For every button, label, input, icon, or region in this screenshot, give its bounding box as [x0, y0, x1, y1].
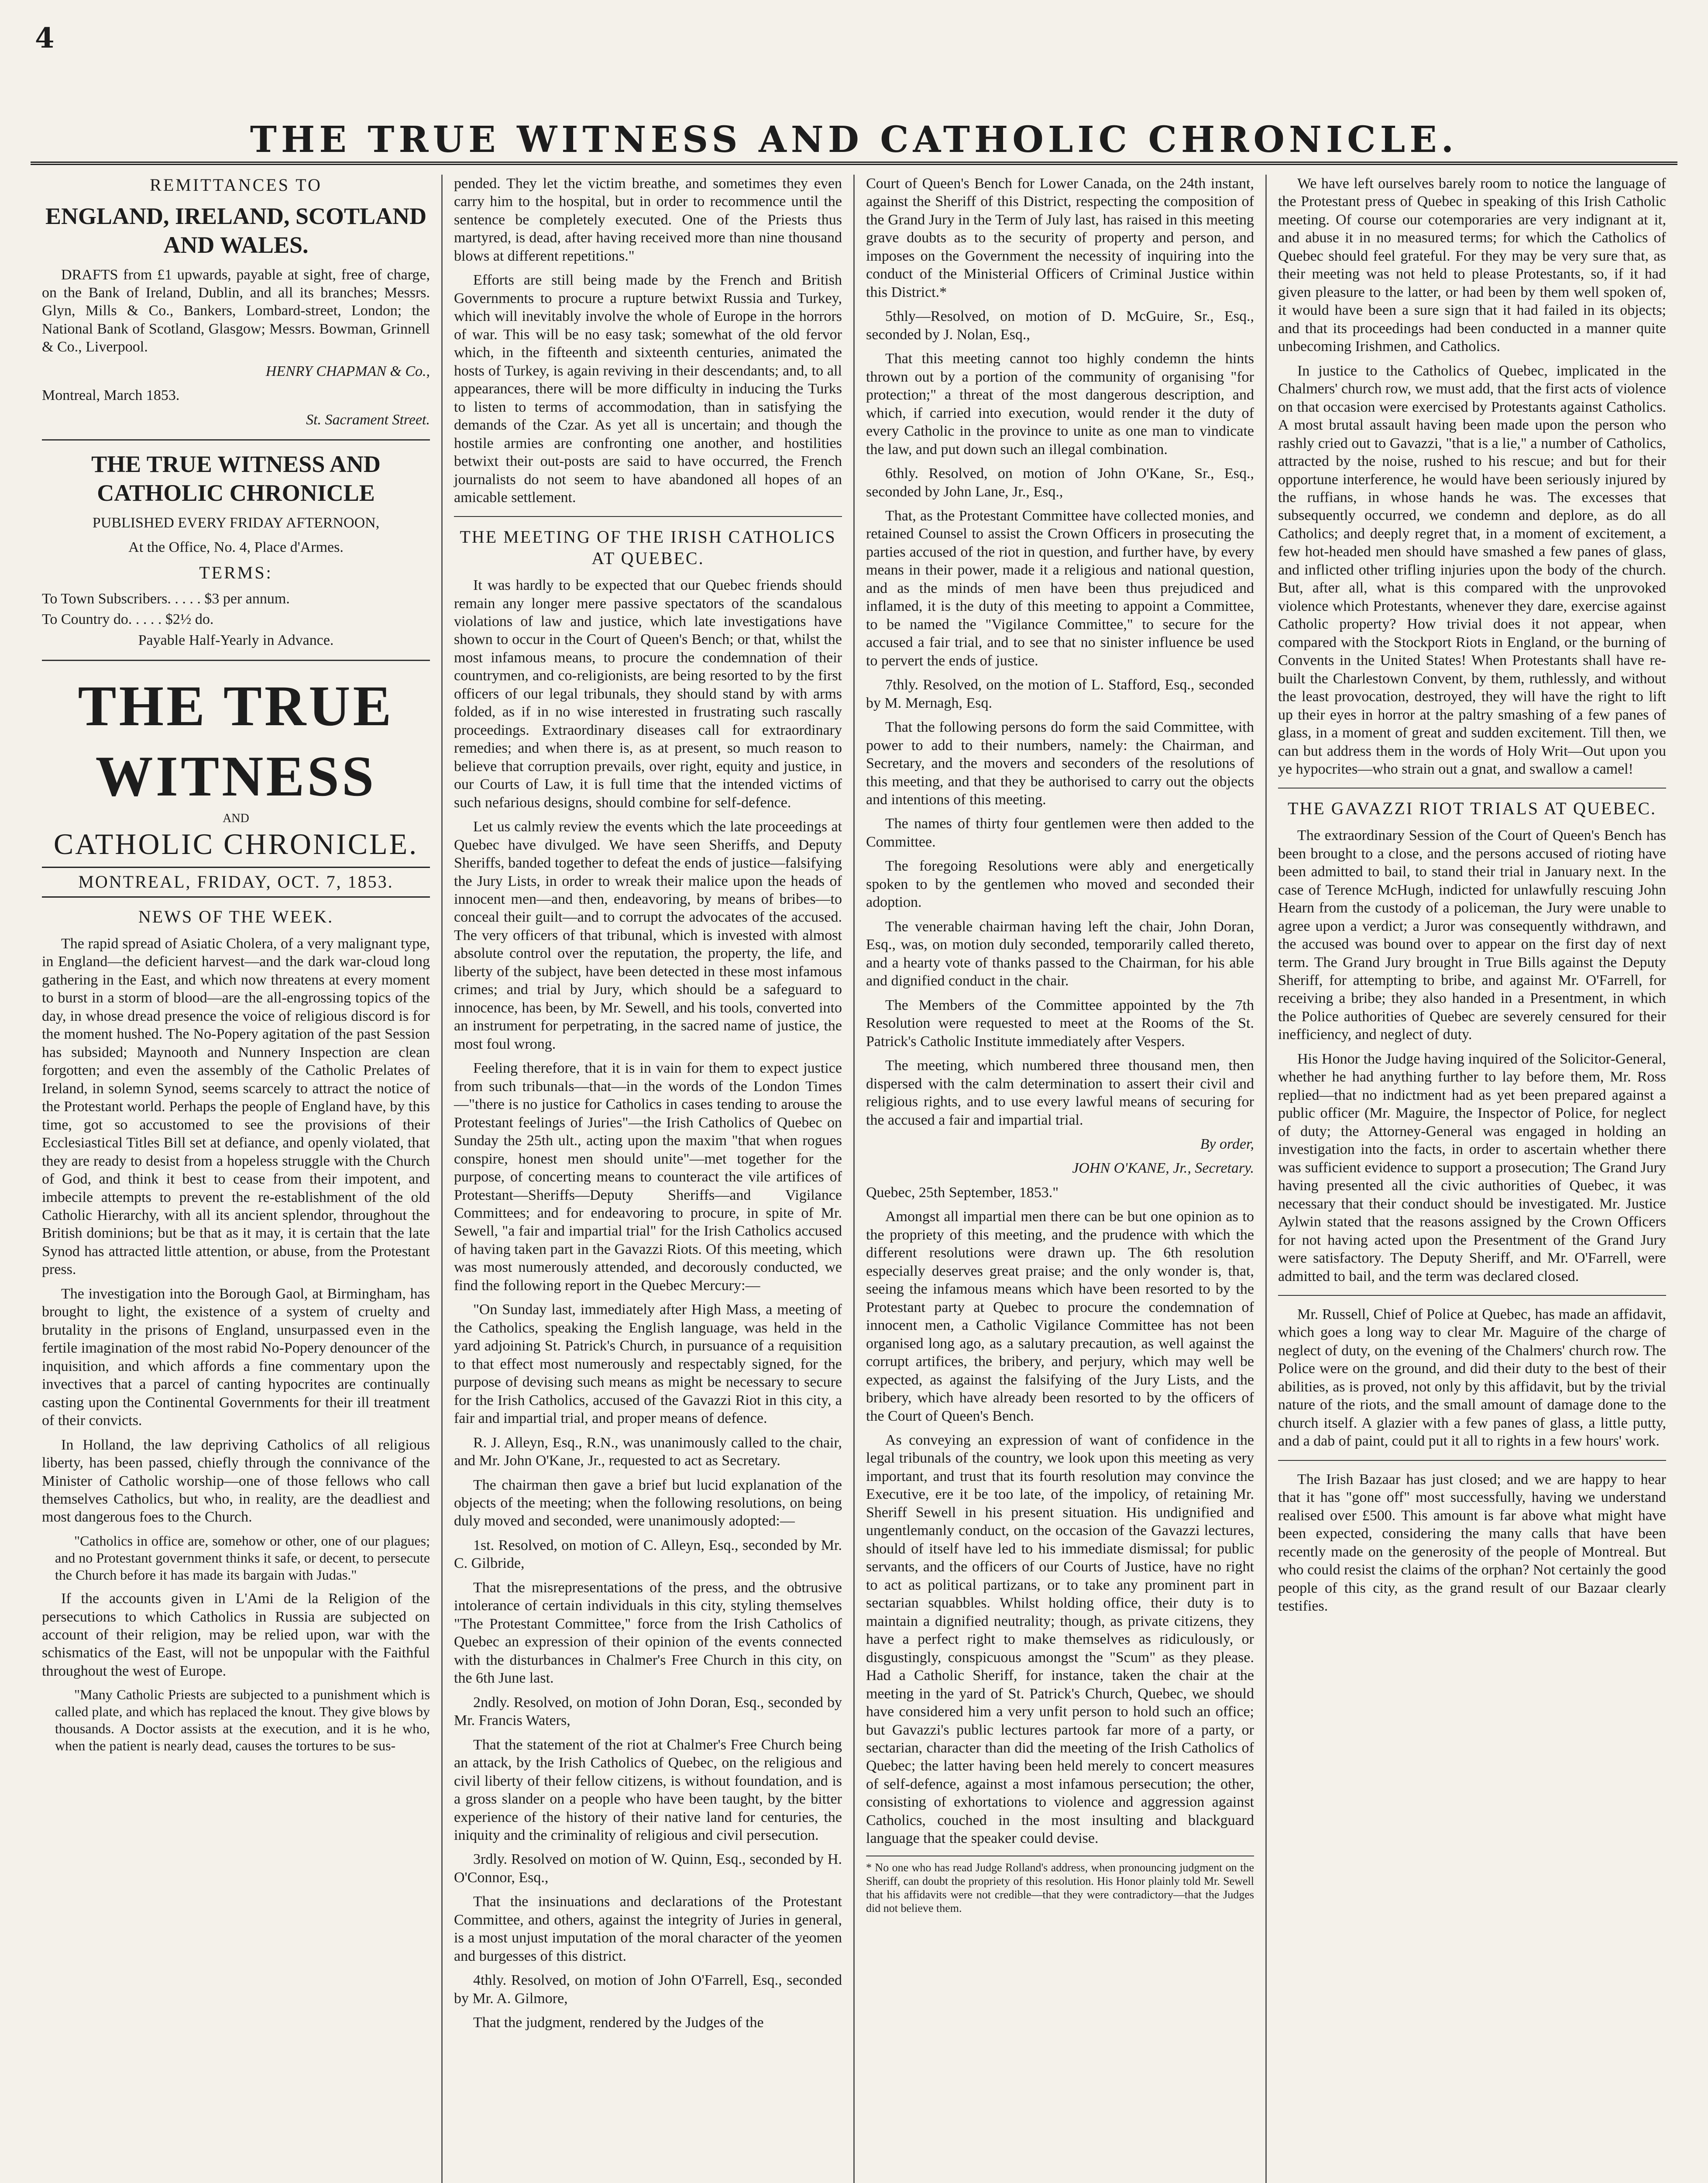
article-paragraph: The Members of the Committee appointed by the 7th Resolution were requested to meet at the Rooms of the St. Patrick's Catholic Institute immediately after Vespers.: [866, 997, 1254, 1050]
paper-title: THE TRUE WITNESS: [78, 674, 394, 809]
article-paragraph: That, as the Protestant Committee have collected monies, and retained Counsel to assist the Crown Officers in prosecuting the parties accused of the riot in question, and further have, by every means in their power, made it a religious and national question, and as the minds of men have been thus prejudiced and inflamed, it is the duty of this meeting to appoint a Committee, to be named the "Vigilance Committee," to secure for the accused a fair trial, and to see that no sinister influence be used to pervert the ends of justice.: [866, 507, 1254, 669]
resolution: 6thly. Resolved, on motion of John O'Kane, Sr., Esq., seconded by John Lane, Jr., Esq.,: [866, 465, 1254, 500]
article-paragraph: We have left ourselves barely room to notice the language of the Protestant press of Quebec in speaking of this Irish Catholic meeting. Of course our cotemporaries are very indignant at it, and abuse it in no measured terms; for which the Catholics of Quebec should feel grateful. For they may be very sure that, as their meeting was not held to please Protestants, so, if it had given pleasure to the latter, or had been by them well spoken of, it would have been a sure sign that it had failed in its objects; and that its proceedings had been conducted in a manner quite unbecoming Irishmen, and Catholics.: [1278, 176, 1666, 355]
signature-by-order: By order,: [1200, 1136, 1254, 1152]
running-header-title: THE TRUE WITNESS AND CATHOLIC CHRONICLE.: [250, 119, 1458, 161]
article-paragraph: The Irish Bazaar has just closed; and we are happy to hear that it has "gone off" most successfully, having we understand realised over £500. This amount is far above what might have been expected, considering the many calls that have been recently made on the generosity of the people of Montreal. But who could resist the claims of the orphan? Not certainly the good people of this city, as the grand result of our Bazaar clearly testifies.: [1278, 1471, 1666, 1615]
resolution: 4thly. Resolved, on motion of John O'Farrell, Esq., seconded by Mr. A. Gilmore,: [454, 1972, 842, 2007]
remit-text: DRAFTS from £1 upwards, payable at sight, free of charge, on the Bank of Ireland, Dublin, and all its branches; Messrs. Glyn, Mills & Co., Bankers, Lombard-street, London; the National Bank of Scotland, Glasgow; Messrs. Bowman, Grinnell & Co., Liverpool.: [42, 266, 430, 355]
article-paragraph: In justice to the Catholics of Quebec, implicated in the Chalmers' church row, we must add, that the first acts of violence on that occasion were exercised by Protestants against Catholics. A most brutal assault having been made upon the person who rashly cried out to Gavazzi, "that is a lie," a number of Catholics, attracted by the noise, rushed to his rescue; and but for their opportune interference, he would have been seriously injured by the ruffians, in whose hands he was. The excesses that subsequently occurred, we condemn and deplore, as do all Catholics; and deeply regret that, in a moment of excitement, a few hot-headed men should have smashed a few panes of glass, and inflicted other trifling injuries upon the body of the church. But, after all, what is this compared with the unprovoked violence which Protestants, whenever they dare, exercise against Catholic property? How trivial does it not appear, when compared with the Stockport Riots in England, or the burning of Convents in the United States! When Protestants shall have re-built the Charlestown Convent, by them, ruthlessly, and without the least provocation, destroyed, they will have the right to lift up their eyes in horror at the paltry smashing of a few panes of glass, in a moment of great and sudden excitement. Till then, we can but address them in the words of Holy Writ—Out upon you ye hypocrites—who strain out a gnat, and swallow a camel!: [1278, 362, 1666, 777]
divider: [42, 439, 430, 441]
newspaper-page: [31, 17, 1677, 2183]
remittances-ad: [42, 175, 430, 429]
divider: [1278, 1460, 1666, 1461]
article-paragraph: The rapid spread of Asiatic Cholera, of a very malignant type, in England—the deficient harvest—and the dark war-cloud long gathering in the East, and which now threatens at every moment to burst in a storm of blood—are the all-engrossing topics of the day, in whose dread presence the voice of religious discord is for the moment hushed. The No-Popery agitation of the past Session has subsided; Maynooth and Nunnery Inspection are clean forgotten; and even the assembly of the Catholic Prelates of Ireland, in solemn Synod, seems scarcely to attract the notice of the Protestant world. Perhaps the people of England have, by this time, got so accustomed to see the provisions of their Ecclesiastical Titles Bill set at defiance, and openly violated, that they are ready to desist from a hopeless struggle with the Church of God, and think it best to cease from their impotent, and imbecile attempts to prevent the re-establishment of the old Catholic Hierarchy, with all its ancient splendor, throughout the British dominions; but be that as it may, it is certain that the late Synod has attracted little attention, or abuse, from the Protestant press.: [42, 935, 430, 1278]
article-paragraph: The extraordinary Session of the Court of Queen's Bench has been brought to a close, and the persons accused of rioting have been admitted to bail, to stand their trial in January next. In the case of Terence McHugh, indicted for unlawfully rescuing John Hearn from the custody of a policeman, the Jury were unable to agree upon a verdict; a Juror was consequently withdrawn, and the accused was bound over to appear on the first day of next term. The Grand Jury brought in True Bills against the Deputy Sheriff, for attempting to bribe, and against Mr. O'Farrell, for receiving a bribe; they also handed in a Presentment, in which the Police authorities of Quebec are severely censured for their inefficiency, and neglect of duty.: [1278, 827, 1666, 1043]
article-paragraph: The meeting, which numbered three thousand men, then dispersed with the calm determination to assert their civil and religious rights, and to use every lawful means of securing for the accused a fair and impartial trial.: [866, 1057, 1254, 1128]
pub-line: PUBLISHED EVERY FRIDAY AFTERNOON,: [92, 515, 380, 531]
article-quote: "Catholics in office are, somehow or other, one of our plagues; and no Protestant government thinks it safe, or decent, to persecute the Church before it has made its bargain with Judas.": [55, 1532, 430, 1583]
terms-head: TERMS:: [199, 562, 273, 582]
paper-subtitle: CATHOLIC CHRONICLE.: [53, 827, 419, 861]
divider: [454, 516, 842, 517]
running-header: [31, 118, 1677, 165]
dateline: MONTREAL, FRIDAY, OCT. 7, 1853.: [42, 867, 430, 898]
resolution: 2ndly. Resolved, on motion of John Doran, Esq., seconded by Mr. Francis Waters,: [454, 1694, 842, 1729]
article-paragraph: That the misrepresentations of the press, and the obtrusive intolerance of certain individuals in this city, styling themselves "The Protestant Committee," force from the Irish Catholics of Quebec an expression of their opinion of the events connected with the disturbances in Chalmer's Free Church in this city, on the 6th June last.: [454, 1579, 842, 1687]
resolution: 7thly. Resolved, on the motion of L. Stafford, Esq., seconded by M. Mernagh, Esq.: [866, 677, 1254, 711]
article-paragraph: Feeling therefore, that it is in vain for them to expect justice from such tribunals—that—in the words of the London Times—"there is no justice for Catholics in cases tending to arouse the Protestant feelings of Juries"—the Irish Catholics of Quebec on Sunday the 25th ult., acting upon the maxim "that when rogues conspire, honest men should unite"—met together for the purpose, of concerting means to counteract the vile artifices of Protestant—Sheriffs—Deputy Sheriffs—and Vigilance Committees; and for endeavoring to procure, in spite of Mr. Sewell, "a fair and impartial trial" for the Irish Catholics accused of having taken part in the Gavazzi Riots. Of this meeting, which was most numerously attended, and decorously conducted, we find the following report in the Quebec Mercury:—: [454, 1060, 842, 1294]
resolution: 3rdly. Resolved on motion of W. Quinn, Esq., seconded by H. O'Connor, Esq.,: [454, 1851, 842, 1886]
article-paragraph: The names of thirty four gentlemen were then added to the Committee.: [866, 816, 1254, 850]
remit-places: ENGLAND, IRELAND, SCOTLAND AND WALES.: [45, 203, 427, 258]
remit-signer: HENRY CHAPMAN & Co.,: [265, 363, 430, 379]
article-paragraph: The chairman then gave a brief but lucid explanation of the objects of the meeting; when the following resolutions, on being duly moved and seconded, were unanimously adopted:—: [454, 1477, 842, 1529]
article-paragraph: The foregoing Resolutions were ably and energetically spoken to by the gentlemen who moved and seconded their adoption.: [866, 858, 1254, 911]
signature-name: JOHN O'KANE, Jr., Secretary.: [1072, 1160, 1254, 1177]
article-paragraph: pended. They let the victim breathe, and sometimes they even carry him to the hospital, but in order to recommence until the sentence be completely executed. One of the Priests thus martyred, is dead, after having received more than nine thousand blows at different repetitions.": [454, 176, 842, 264]
page-number: 4: [35, 22, 55, 55]
article-paragraph: Mr. Russell, Chief of Police at Quebec, has made an affidavit, which goes a long way to clear Mr. Maguire of the charge of neglect of duty, on the evening of the Chalmers' church row. The Police were on the ground, and did their duty to the best of their abilities, as is proved, not only by this affidavit, but by the trivial nature of the riots, and the small amount of damage done to the church itself. A glazier with a few panes of glass, a little putty, and a dab of paint, could put it all to rights in a few hours' work.: [1278, 1306, 1666, 1450]
article-paragraph: Amongst all impartial men there can be but one opinion as to the propriety of this meeting, and the prudence with which the different resolutions were drawn up. The 6th resolution especially deserves great praise; and the only wonder is, that, seeing the infamous means which have been resorted to by the Protestant party at Quebec to procure the condemnation of innocent men, a Catholic Vigilance Committee has not been organised long ago, as a salutary precaution, as well against the corrupt artifices, the bribery, and perjury, which may well be expected, as against the falsifying of the Jury Lists, and the bribery, which have already been resorted to by the officers of the Court of Queen's Bench.: [866, 1209, 1254, 1424]
resolution: 1st. Resolved, on motion of C. Alleyn, Esq., seconded by Mr. C. Gilbride,: [454, 1537, 842, 1572]
columns: [31, 175, 1677, 2183]
article-paragraph: The investigation into the Borough Gaol, at Birmingham, has brought to light, the existence of a system of cruelty and brutality in the prisons of England, unsurpassed even in the fertile imagination of the most rabid No-Popery denouncer of the inquisition, and which affords a fine commentary upon the invectives that a parcel of canting hypocrites are continually casting upon the Continental Governments for their ill treatment of their convicts.: [42, 1285, 430, 1429]
article-paragraph: His Honor the Judge having inquired of the Solicitor-General, whether he had anything further to lay before them, Mr. Ross replied—that no indictment had as yet been prepared against a public officer (Mr. Maguire, the Inspector of Police, for neglect of duty; the Attorney-General was engaged in holding an investigation into the facts, in order to ascertain whether there was sufficient evidence to support a prosecution; The Grand Jury having presented all the civic authorities of Quebec, it was necessary that their conduct should be investigated. Mr. Justice Aylwin stated that the reasons assigned by the Crown Officers for not having acted upon the Presentment of the Grand Jury were satisfactory. The Deputy Sheriff, and Mr. O'Farrell, were admitted to bail, and the term was declared closed.: [1278, 1050, 1666, 1284]
article-paragraph: That the following persons do form the said Committee, with power to add to their numbers, namely: the Chairman, and Secretary, and the movers and seconders of the resolutions of this meeting, and that they be authorised to carry out the objects and intentions of this meeting.: [866, 719, 1254, 808]
remit-address: St. Sacrament Street.: [306, 411, 430, 428]
remit-head: REMITTANCES TO: [150, 175, 322, 195]
article-paragraph: That this meeting cannot too highly condemn the hints thrown out by a portion of the community of organising "for protection;" a threat of the most dangerous description, and which, if carried into execution, would render it the duty of every Catholic in the province to unite as one man to vindicate the law, and put down such an illegal combination.: [866, 351, 1254, 458]
pub-title: THE TRUE WITNESS AND CATHOLIC CHRONICLE: [91, 451, 381, 506]
signature-date: Quebec, 25th September, 1853.": [866, 1184, 1059, 1201]
article-paragraph: That the insinuations and declarations of the Protestant Committee, and others, against the integrity of Juries in general, is a most unjust imputation of the moral character of the yeomen and burgesses of this district.: [454, 1894, 842, 1964]
article-paragraph: If the accounts given in L'Ami de la Religion of the persecutions to which Catholics in Russia are subjected on account of their religion, may be relied upon, war with the schismatics of the East, will not be unpopular with the Faithful throughout the west of Europe.: [42, 1591, 430, 1679]
news-heading: NEWS OF THE WEEK.: [138, 907, 334, 927]
terms-town: To Town Subscribers. . . . . $3 per annum.: [42, 590, 290, 607]
column-3: [855, 175, 1267, 2183]
column-4: [1267, 175, 1677, 2183]
article-paragraph: R. J. Alleyn, Esq., R.N., was unanimously called to the chair, and Mr. John O'Kane, Jr., requested to act as Secretary.: [454, 1434, 842, 1469]
article-paragraph: The venerable chairman having left the chair, John Doran, Esq., was, on motion duly seconded, temporarily called thereto, and a hearty vote of thanks passed to the Chairman, for his able and dignified conduct in the chair.: [866, 918, 1254, 989]
article-paragraph: Court of Queen's Bench for Lower Canada, on the 24th instant, against the Sheriff of this District, respecting the composition of the Grand Jury in the Term of July last, has raised in this meeting grave doubts as to the security of property and person, and imposes on the Government the necessity of inquiring into the conduct of the Ministerial Officers of Criminal Justice within this District.*: [866, 176, 1254, 300]
article-paragraph: Let us calmly review the events which the late proceedings at Quebec have divulged. We have seen Sheriffs, and Deputy Sheriffs, banded together to defeat the ends of justice—falsifying the Jury Lists, in order to wreak their malice upon the heads of innocent men—and then, endeavoring, by means of bribes—to conceal their guilt—and to corrupt the advocates of the accused. The very officers of that tribunal, which is invested with almost absolute control over the reputation, the property, the life, and liberty of the subject, have been detected in these most infamous crimes; and trial by Jury, which should be a safeguard to innocence, has been, by Mr. Sewell, and his tools, converted into an instrument for perpetrating, in the sacred name of justice, the most foul wrong.: [454, 819, 842, 1052]
terms-country: To Country do. . . . . $2½ do.: [42, 611, 214, 628]
article-paragraph: That the statement of the riot at Chalmer's Free Church being an attack, by the Irish Catholics of Quebec, on the religious and civil liberty of their fellow citizens, is without foundation, and is a gross slander on a people who have been taught, by the bitter experience of the history of their native land for centuries, the iniquity and the criminality of religious and civil persecution.: [454, 1736, 842, 1843]
footnote: * No one who has read Judge Rolland's address, when pronouncing judgment on the Sheriff, can doubt the propriety of this resolution. His Honor plainly told Mr. Sewell that his affidavits were not credible—that they were contradictory—that the Judges did not believe them.: [866, 1856, 1254, 1915]
article-quote: "Many Catholic Priests are subjected to a punishment which is called plate, and which has replaced the knout. They give blows by thousands. A Doctor assists at the execution, and it is he who, when the patient is nearly dead, causes the tortures to be sus-: [55, 1687, 430, 1754]
remit-date: Montreal, March 1853.: [42, 387, 180, 404]
riot-trials-heading: THE GAVAZZI RIOT TRIALS AT QUEBEC.: [1287, 799, 1656, 819]
column-2: [443, 175, 855, 2183]
resolution: 5thly—Resolved, on motion of D. McGuire, Sr., Esq., seconded by J. Nolan, Esq.,: [866, 308, 1254, 343]
article-paragraph: As conveying an expression of want of confidence in the legal tribunals of the country, we look upon this meeting as very important, and trust that its fourth resolution may convince the Executive, ere it be too late, of the impolicy, of retaining Mr. Sheriff Sewell in his present situation. His undignified and ungentlemanly conduct, on the occasion of the Gavazzi lectures, should of itself have led to his immediate dismissal; for public servants, and the officers of our Courts of Justice, have no right to act as political partizans, or to take any prominent part in sectarian squabbles. Whilst holding office, their duty is to maintain a dignified neutrality; though, as private citizens, they have a perfect right to make themselves as ridiculously, or disgustingly, conspicuous amongst the "Scum" as they please. Had a Catholic Sheriff, for instance, taken the chair at the meeting in the yard of St. Patrick's Church, Quebec, we should have considered him a very unfit person to hold such an office; but Gavazzi's public lectures partook far more of a party, or sectarian, character than did the meeting of the Irish Catholics of Quebec; the latter having been held merely to concert measures of self-defence, against a most infamous persecution; the other, consisting of exhortations to violence and aggression against Catholics, couched in the most insulting and blackguard language that the speaker could devise.: [866, 1432, 1254, 1847]
divider: [42, 660, 430, 661]
article-paragraph: "On Sunday last, immediately after High Mass, a meeting of the Catholics, speaking the English language, was held in the yard adjoining St. Patrick's Church, in pursuance of a requisition to that effect most numerously and respectably signed, for the purpose of devising such means as might be necessary to secure for the Irish Catholics, accused of the Gavazzi Riot in this city, a fair and impartial trial, and proper means of defence.: [454, 1302, 842, 1427]
article-paragraph: That the judgment, rendered by the Judges of the: [473, 2014, 764, 2031]
article-paragraph: Efforts are still being made by the French and British Governments to procure a rupture betwixt Russia and Turkey, which will inevitably involve the whole of Europe in the horrors of war. This will be no easy task; somewhat of the old fervor which, in the fifteenth and sixteenth centuries, animated the hosts of Turkey, is again reviving in their descendants; and, to all appearances, there will be more difficulty in inducing the Turks to listen to terms of accommodation, than in satisfying the demands of the Czar. As yet all is uncertain; and though the hostile armies are confronting one another, and hostilities betwixt their out-posts are said to have occurred, the French journalists do not seem to have abandoned all hopes of an amicable settlement.: [454, 272, 842, 506]
meeting-heading: THE MEETING OF THE IRISH CATHOLICS AT QUEBEC.: [460, 527, 836, 568]
pub-office: At the Office, No. 4, Place d'Armes.: [128, 539, 344, 555]
paper-and: AND: [223, 812, 249, 826]
column-1: [31, 175, 443, 2183]
article-paragraph: In Holland, the law depriving Catholics of all religious liberty, has been passed, chiefly through the connivance of the Minister of Catholic worship—one of those fellows who call themselves Catholics, but who, in reality, are the deadliest and most dangerous foes to the Church.: [42, 1436, 430, 1525]
publication-info: [42, 450, 430, 649]
terms-payable: Payable Half-Yearly in Advance.: [138, 632, 334, 648]
article-paragraph: It was hardly to be expected that our Quebec friends should remain any longer mere passive spectators of the scandalous violations of law and justice, which late investigations have shown to occur in the Court of Queen's Bench; or that, whilst the most infamous means, to procure the condemnation of their countrymen, and co-religionists, are being resorted to by the first officers of our legal tribunals, they should stand by with arms folded, as if in no wise interested in frustrating such rascally proceedings. Extraordinary diseases call for extraordinary remedies; and when there is, as at present, so much reason to believe that corruption prevails, over right, equity and justice, in our Courts of Law, it is full time that the intended victims of such nefarious designs, should combine for self-defence.: [454, 577, 842, 811]
divider: [1278, 1295, 1666, 1296]
